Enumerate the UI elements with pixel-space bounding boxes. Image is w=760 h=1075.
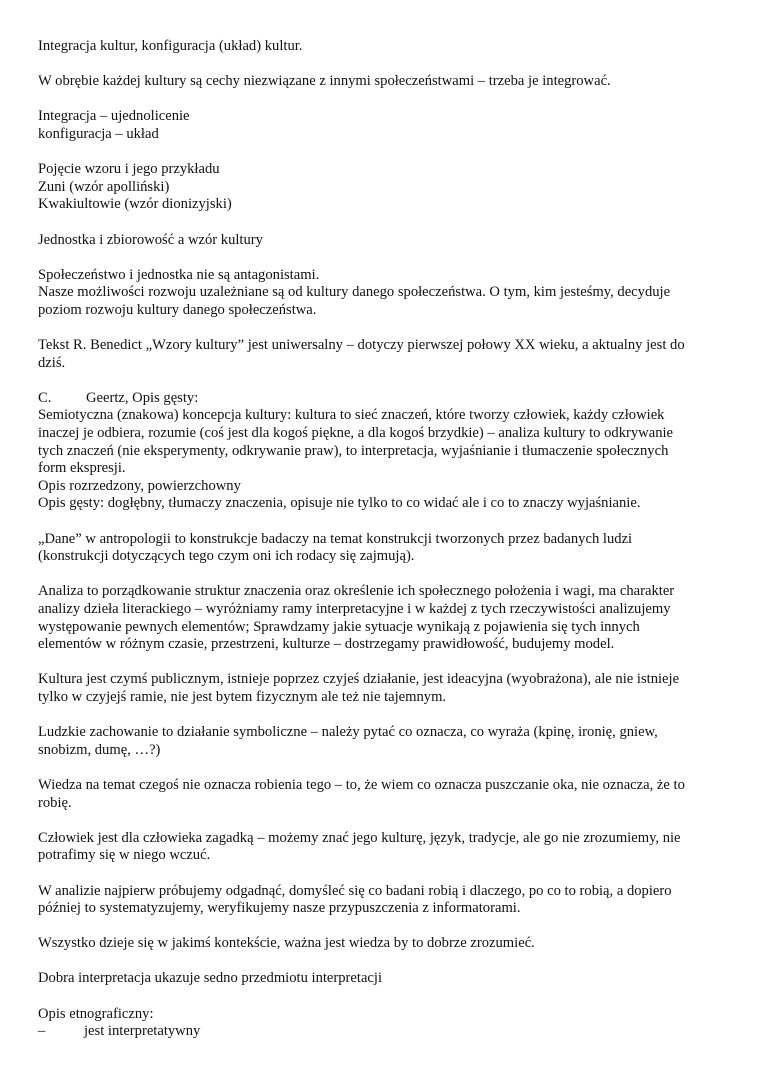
- paragraph-integration-intro: [38, 73, 728, 91]
- paragraph-analysis: [38, 583, 728, 653]
- text-line: Kultura jest czymś publicznym, istnieje poprzez czyjeś działanie, jest ideacyjna (wyobrażona), ale nie istnieje: [38, 671, 680, 688]
- text-line: dziś.: [38, 354, 66, 371]
- heading-title: Geertz, Opis gęsty:: [86, 389, 199, 406]
- text-line: Kwakiultowie (wzór dionizyjski): [38, 196, 232, 213]
- text-line: Pojęcie wzoru i jego przykładu: [38, 161, 220, 178]
- text-line: Zuni (wzór apolliński): [38, 178, 170, 195]
- paragraph-geertz: [38, 390, 728, 513]
- document-page: [38, 38, 728, 1058]
- paragraph-society: [38, 267, 728, 320]
- text-line: Integracja – ujednolicenie: [38, 108, 190, 125]
- paragraph-culture-public: [38, 671, 728, 706]
- text-line: elementów w różnym czasie, przestrzeni, kulturze – dostrzegamy prawidłowość, budujemy model.: [38, 636, 615, 653]
- paragraph-data-anthropology: [38, 531, 728, 566]
- text-line: Wiedza na temat czegoś nie oznacza robienia tego – to, że wiem co oznacza puszczanie oka, nie oznacza, że to: [38, 776, 685, 793]
- text-line: Semiotyczna (znakowa) koncepcja kultury: kultura to sieć znaczeń, które tworzy człowiek, każdy człowiek: [38, 407, 665, 424]
- heading-initial: C.: [38, 389, 52, 406]
- text-line: (konstrukcji dotyczących tego czym oni ich rodacy się zajmują).: [38, 548, 415, 565]
- text-line: Opis gęsty: dogłębny, tłumaczy znaczenia, opisuje nie tylko to co widać ale i co to znaczy wyjaśnianie.: [38, 495, 641, 512]
- text-line: konfiguracja – układ: [38, 125, 159, 142]
- text-line: Ludzkie zachowanie to działanie symboliczne – należy pytać co oznacza, co wyraża (kpinę, ironię, gniew,: [38, 724, 658, 741]
- paragraph-good-interpretation: [38, 970, 728, 988]
- text-line: inaczej je odbiera, rozumie (coś jest dla kogoś piękne, a dla kogoś brzydkie) – analiza kultury to odkrywanie: [38, 425, 674, 442]
- text-line: Jednostka i zbiorowość a wzór kultury: [38, 231, 263, 248]
- text-line: Tekst R. Benedict „Wzory kultury” jest uniwersalny – dotyczy pierwszej połowy XX wieku, a aktualny jest do: [38, 337, 685, 354]
- paragraph-analysis-steps: [38, 883, 728, 918]
- paragraph-individual-collective: [38, 232, 728, 250]
- paragraph-heading: [38, 38, 728, 56]
- text-line: Nasze możliwości rozwoju uzależniane są od kultury danego społeczeństwa. O tym, kim jesteśmy, decyduje: [38, 284, 671, 301]
- paragraph-pattern-examples: [38, 161, 728, 214]
- text-line: snobizm, dumę, …?): [38, 741, 161, 758]
- text-line: potrafimy się w niego wczuć.: [38, 847, 211, 864]
- text-line: poziom rozwoju kultury danego społeczeństwa.: [38, 301, 317, 318]
- text-line: tych znaczeń (nie eksperymenty, odkrywanie praw), to interpretacja, wyjaśnianie i tłumaczenie społecznych: [38, 442, 669, 459]
- text-line: tylko w czyjejś ramie, nie jest bytem fizycznym ale też nie tajemnym.: [38, 688, 447, 705]
- text-line: Integracja kultur, konfiguracja (układ) kultur.: [38, 38, 303, 54]
- list-item: [38, 1023, 728, 1041]
- list-item-text: jest interpretatywny: [84, 1023, 201, 1040]
- paragraph-definitions: [38, 108, 728, 143]
- text-line: robię.: [38, 794, 72, 811]
- text-line: „Dane” w antropologii to konstrukcje badaczy na temat konstrukcji tworzonych przez badanych ludzi: [38, 530, 633, 547]
- text-line: Opis etnograficzny:: [38, 1005, 154, 1022]
- text-line: W obrębie każdej kultury są cechy niezwiązane z innymi społeczeństwami – trzeba je integrować.: [38, 73, 611, 90]
- text-line: Wszystko dzieje się w jakimś kontekście, ważna jest wiedza by to dobrze zrozumieć.: [38, 935, 535, 952]
- text-line: analizy dzieła literackiego – wyróżniamy ramy interpretacyjne i w każdej z tych rzeczywistości analizujemy: [38, 601, 671, 617]
- paragraph-symbolic-action: [38, 724, 728, 759]
- paragraph-benedict: [38, 337, 728, 372]
- bullet-dash: –: [38, 1023, 46, 1040]
- paragraph-human-mystery: [38, 830, 728, 865]
- text-line: Społeczeństwo i jednostka nie są antagonistami.: [38, 266, 320, 283]
- text-line: Człowiek jest dla człowieka zagadką – możemy znać jego kulturę, język, tradycje, ale go nie zrozumiemy, nie: [38, 829, 681, 846]
- paragraph-knowledge: [38, 777, 728, 812]
- text-line: form ekspresji.: [38, 460, 126, 477]
- text-line: później to systematyzujemy, weryfikujemy nasze przypuszczenia z informatorami.: [38, 900, 521, 917]
- text-line: W analizie najpierw próbujemy odgadnąć, domyśleć się co badani robią i dlaczego, po co to robią, a dopiero: [38, 882, 672, 899]
- paragraph-ethnographic: [38, 1006, 728, 1041]
- section-heading-geertz: [38, 390, 728, 408]
- text-line: Opis rozrzedzony, powierzchowny: [38, 477, 241, 494]
- text-line: Dobra interpretacja ukazuje sedno przedmiotu interpretacji: [38, 970, 383, 987]
- text-line: występowanie pewnych elementów; Sprawdzamy jakie sytuacje wynikają z pojawienia się tych innych: [38, 618, 640, 635]
- text-line: Analiza to porządkowanie struktur znaczenia oraz określenie ich społecznego położenia i wagi, ma charakter: [38, 583, 675, 600]
- paragraph-context: [38, 935, 728, 953]
